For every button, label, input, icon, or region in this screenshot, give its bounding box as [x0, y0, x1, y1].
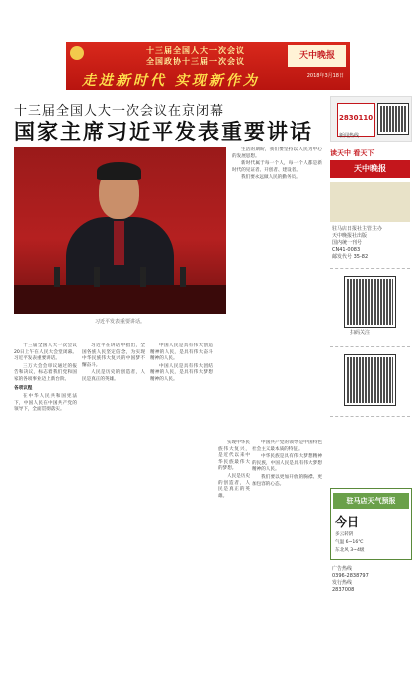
paragraph: 中国人民是具有伟大创造精神的人民，是具有伟大奋斗精神的人民。 — [150, 343, 213, 362]
article-headline: 国家主席习近平发表重要讲话 — [14, 120, 313, 144]
article-column-2 — [82, 343, 145, 661]
hotline-number: 2830110 — [339, 114, 374, 122]
paragraph: 我们要永远做人民的勤务员。 — [241, 175, 301, 181]
paragraph: 人民是历史的创造者，人民是真正的英雄。 — [218, 473, 250, 499]
paragraph: 三万大会会审议通过的报告和决议，标志着我们党和国家的各项事业迈上新台阶。 — [14, 363, 77, 382]
sidebar-divider — [330, 268, 410, 269]
qr-code-icon[interactable] — [344, 354, 396, 406]
sidebar-info-line: 邮发代号 35-82 — [332, 254, 369, 260]
sidebar-info-line: 驻马店日报社主管主办 — [332, 226, 383, 232]
paragraph: 中华民族是具有伟大梦想精神的民族，中国人民是具有伟大梦想精神的人民。 — [252, 454, 322, 473]
hotline-box — [330, 96, 412, 142]
microphone-icon — [54, 267, 60, 287]
masthead-info: 2018年3月18日 — [306, 73, 344, 79]
weather-box — [330, 488, 412, 560]
microphone-icon — [140, 267, 146, 287]
paragraph: 我们要以更加开放的胸襟、更加包容的心态。 — [252, 474, 322, 487]
right-sidebar — [330, 96, 410, 666]
weather-line: 气温 6~16℃ — [335, 540, 364, 545]
qr-code-icon — [377, 103, 409, 135]
hotline-label: 新闻热线 — [339, 133, 360, 139]
article-column-4 — [218, 440, 250, 660]
masthead-banner — [66, 42, 350, 90]
ad-line: 发行热线 — [332, 580, 353, 586]
ad-line: 2837008 — [332, 587, 355, 593]
paragraph: 在中华人民共和国宪法下，中国人民在中国共产党的领导下，全面贯彻落实。 — [14, 394, 77, 413]
photo-caption: 习近平发表重要讲话。 — [94, 319, 145, 325]
paragraph: 人民是历史的创造者，人民是真正的英雄。 — [82, 370, 145, 382]
paragraph: 习近平在讲话中指出，全国各族人民坚定信念，为实现中华民族伟大复兴的中国梦不懈奋斗。 — [82, 343, 145, 368]
photo-desk — [14, 285, 226, 314]
sidebar-info-line: 天中晚报社出版 — [332, 233, 368, 239]
hotline-badge — [337, 103, 375, 137]
section-heading: 各项议程 — [14, 385, 33, 391]
paragraph: 中国人民是具有伟大团结精神的人民，是具有伟大梦想精神的人民。 — [150, 363, 213, 382]
paragraph: 新时代属于每一个人，每一个人都是新时代的见证者、开创者、建设者。 — [232, 161, 322, 173]
paragraph: 生活的期盼，我们要坚持以人民为中心的发展思想。 — [232, 147, 322, 159]
masthead-line-2: 全国政协十三届一次会议 — [146, 57, 245, 66]
sidebar-info-line: 国内统一刊号 — [332, 240, 363, 246]
masthead-line-1: 十三届全国人大一次会议 — [146, 46, 245, 55]
sidebar-divider — [330, 416, 410, 417]
sidebar-tagline: 读天中 看天下 — [330, 149, 375, 157]
article-column-1 — [14, 343, 77, 661]
paragraph: 中国共产党的领导是中国特色社会主义最本质的特征。 — [252, 440, 322, 452]
paragraph: 实现中华民族伟大复兴，是近代以来中华民族最伟大的梦想。 — [218, 440, 250, 472]
article-column-5 — [232, 147, 322, 437]
weather-today: 今日 — [335, 515, 360, 529]
ad-line: 0396-2838797 — [332, 573, 369, 579]
paper-name: 天中晚报 — [288, 45, 346, 67]
emblem-icon — [70, 46, 84, 60]
sidebar-info-line: CN41-0083 — [332, 247, 361, 253]
sidebar-paper-banner: 天中晚报 — [330, 160, 410, 178]
weather-line: 东北风 3~4级 — [335, 548, 365, 553]
microphone-icon — [180, 267, 186, 287]
microphone-icon — [94, 267, 100, 287]
weather-line: 多云转阴 — [335, 532, 354, 537]
article-column-6 — [252, 440, 322, 665]
article-subhead: 十三届全国人大一次会议在京闭幕 — [14, 104, 225, 119]
paragraph: 十三届全国人大一次会议20日上午在人民大会堂闭幕。习近平发表重要讲话。 — [14, 343, 77, 362]
sidebar-divider — [330, 346, 410, 347]
ad-line: 广告热线 — [332, 566, 353, 572]
photo-hair — [97, 162, 141, 180]
qr-code-icon[interactable] — [344, 276, 396, 328]
qr-label: 扫码关注 — [350, 330, 371, 336]
photo-tie — [114, 221, 124, 265]
lead-photo — [14, 147, 226, 314]
masthead-slogan: 走进新时代 实现新作为 — [82, 73, 260, 89]
article-column-3 — [150, 343, 213, 661]
weather-title: 驻马店天气预报 — [333, 493, 409, 509]
sidebar-masthead-image — [330, 182, 410, 222]
